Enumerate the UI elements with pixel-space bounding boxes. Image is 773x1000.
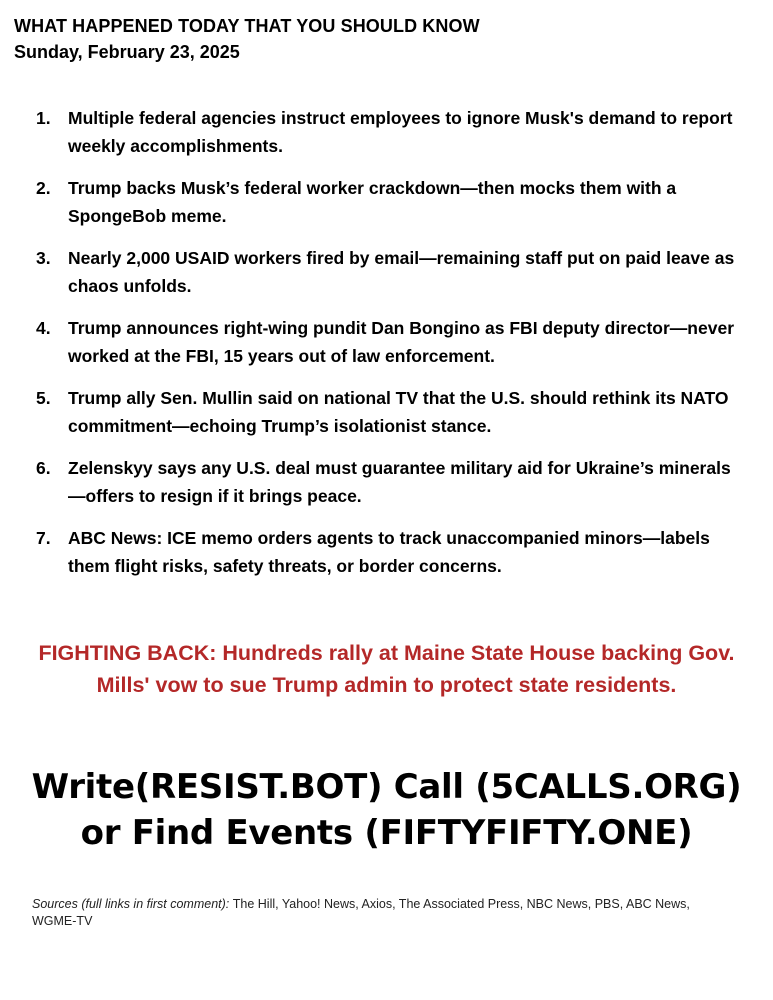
news-item: [36, 454, 746, 510]
news-text: Zelenskyy says any U.S. deal must guarantee military aid for Ukraine’s minerals—offers to resign if it brings peace.: [68, 458, 731, 506]
sources-label: Sources (full links in first comment):: [32, 897, 233, 911]
page-date: Sunday, February 23, 2025: [14, 42, 240, 62]
news-item: [36, 104, 746, 160]
news-item: [36, 174, 746, 230]
news-item: [36, 524, 746, 580]
news-number: 5.: [36, 388, 51, 408]
cta-line-1: Write(RESIST.BOT) Call (5CALLS.ORG): [31, 767, 742, 807]
news-number: 6.: [36, 458, 51, 478]
news-item: [36, 244, 746, 300]
news-number: 1.: [36, 108, 51, 128]
fighting-back-callout: FIGHTING BACK: Hundreds rally at Maine State House backing Gov. Mills' vow to sue Trump admin to protect state residents.: [38, 641, 735, 697]
news-text: ABC News: ICE memo orders agents to track unaccompanied minors—labels them flight risks, safety threats, or border concerns.: [68, 528, 710, 576]
news-item: [36, 314, 746, 370]
news-text: Trump announces right-wing pundit Dan Bongino as FBI deputy director—never worked at the FBI, 15 years out of law enforcement.: [68, 318, 734, 366]
call-to-action: [8, 764, 765, 856]
news-list: [36, 104, 746, 594]
news-item: [36, 384, 746, 440]
cta-line-2: or Find Events (FIFTYFIFTY.ONE): [80, 813, 693, 853]
news-number: 2.: [36, 178, 51, 198]
news-number: 4.: [36, 318, 51, 338]
news-text: Trump ally Sen. Mullin said on national TV that the U.S. should rethink its NATO commitment—echoing Trump’s isolationist stance.: [68, 388, 729, 436]
sources: [32, 896, 732, 930]
page-title: WHAT HAPPENED TODAY THAT YOU SHOULD KNOW: [14, 16, 480, 36]
news-number: 7.: [36, 528, 51, 548]
news-text: Multiple federal agencies instruct employees to ignore Musk's demand to report weekly accomplishments.: [68, 108, 733, 156]
sources-list: The Hill, Yahoo! News, Axios, The Associated Press, NBC News, PBS, ABC News, WGME-TV: [32, 897, 690, 928]
news-text: Nearly 2,000 USAID workers fired by email—remaining staff put on paid leave as chaos unfolds.: [68, 248, 735, 296]
header: [14, 14, 759, 66]
news-text: Trump backs Musk’s federal worker crackdown—then mocks them with a SpongeBob meme.: [68, 178, 677, 226]
news-number: 3.: [36, 248, 51, 268]
